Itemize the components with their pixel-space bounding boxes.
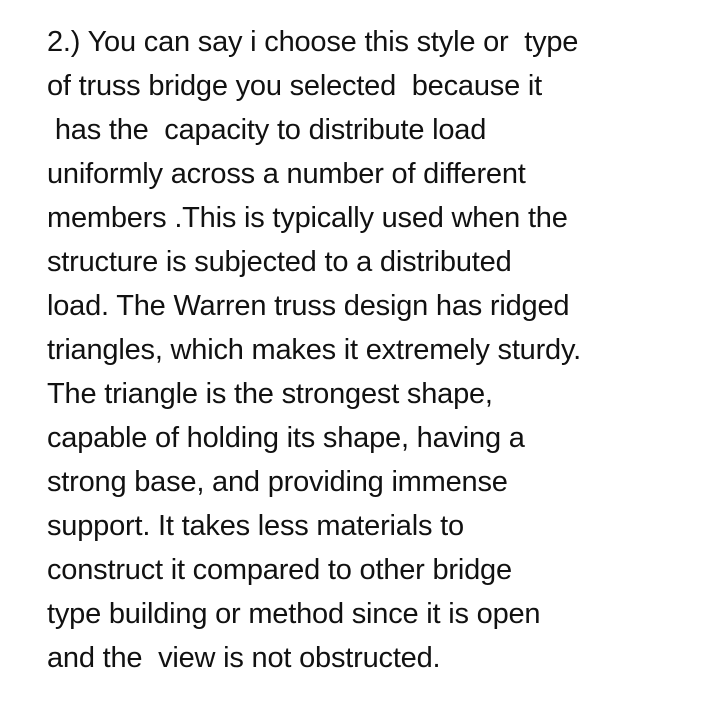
text-line-5: members .This is typically used when the xyxy=(47,202,568,234)
text-line-6: structure is subjected to a distributed xyxy=(47,246,512,278)
text-line-4: uniformly across a number of different xyxy=(47,158,526,190)
text-line-1: 2.) You can say i choose this style or type xyxy=(47,26,579,58)
text-line-10: capable of holding its shape, having a xyxy=(47,422,525,454)
text-line-9: The triangle is the strongest shape, xyxy=(47,378,493,410)
text-line-15: and the view is not obstructed. xyxy=(47,642,441,674)
text-line-11: strong base, and providing immense xyxy=(47,466,508,498)
text-line-8: triangles, which makes it extremely sturdy. xyxy=(47,334,581,366)
text-line-3: has the capacity to distribute load xyxy=(47,114,487,146)
text-line-2: of truss bridge you selected because it xyxy=(47,70,542,102)
text-line-12: support. It takes less materials to xyxy=(47,510,464,542)
text-line-14: type building or method since it is open xyxy=(47,598,541,630)
answer-paragraph xyxy=(47,20,697,680)
text-line-7: load. The Warren truss design has ridged xyxy=(47,290,570,322)
text-line-13: construct it compared to other bridge xyxy=(47,554,512,586)
